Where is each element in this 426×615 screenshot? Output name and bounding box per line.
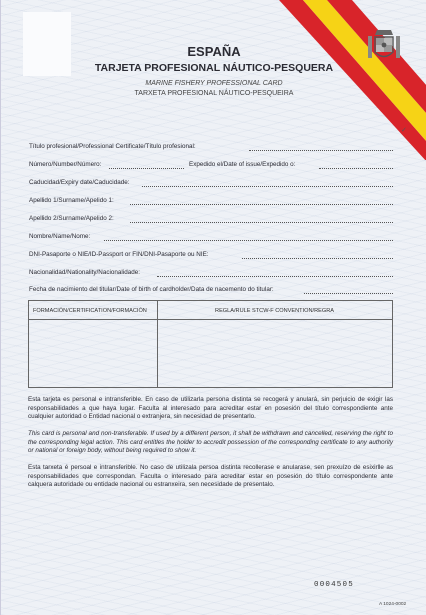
label-nombre: Nombre/Name/Nome:: [29, 233, 91, 240]
check-mark: ✓: [401, 127, 407, 134]
line-apellido1: [130, 204, 393, 205]
label-apellido1: Apellido 1/Surname/Apelido 1:: [29, 197, 114, 204]
table-header-divider: [29, 319, 392, 320]
field-nacionalidad: [29, 269, 393, 279]
field-titulo: [29, 143, 393, 153]
label-numero: Número/Number/Número:: [29, 161, 102, 168]
line-titulo: [249, 150, 393, 151]
line-numero: [109, 168, 184, 169]
field-apellido2: [29, 215, 393, 225]
field-nombre: [29, 233, 393, 243]
table-header-formacion: FORMACIÓN/CERTIFICATION/FORMACIÓN: [33, 308, 147, 314]
line-caducidad: [142, 186, 393, 187]
notice-paragraph-gl: Esta tarxeta é persoal e intransferible. No caso de utilizala persoa distinta recollerase e anularase, sen prexuízo de esixirlle as responsabilidades que correspondan. Faculta o interesado para acreditar estar en posesión do título correspondente ante calquera autoridade ou entidade nacional ou estranxeira, sen necesidade de presentalo.: [28, 464, 393, 489]
line-dni: [242, 258, 393, 259]
serial-number: 0004505: [314, 581, 354, 589]
field-dni: [29, 251, 393, 261]
country-name: ESPAÑA: [187, 44, 241, 59]
table-column-divider: [157, 301, 158, 387]
print-code: A 1024-0002: [379, 602, 407, 607]
label-dni: DNI-Pasaporte o NIE/ID-Passport or FIN/DNI-Pasaporte ou NIE:: [29, 251, 209, 258]
line-apellido2: [130, 222, 393, 223]
card-title-en: MARINE FISHERY PROFESSIONAL CARD: [145, 80, 283, 87]
field-numero: [29, 161, 393, 171]
label-fecha-nacimiento: Fecha de nacimiento del titular/Date of birth of cardholder/Data de nacemento do titular:: [29, 286, 274, 293]
label-titulo: Título profesional/Professional Certificate/Título profesional:: [29, 143, 196, 150]
line-fecha-nacimiento: [304, 293, 393, 294]
notice-paragraph-es: Esta tarjeta es personal e intransferible. En caso de utilizarla persona distinta se recogerá y anulará, sin perjuicio de exigir las responsabilidades a que haya lugar. Faculta al interesado para acreditar estar en posesión del título correspondiente ante cualquier autoridad o Entidad nacional o extranjera, sin necesidad de presentarlo.: [28, 396, 393, 421]
label-nacionalidad: Nacionalidad/Nationality/Nacionalidade:: [29, 269, 140, 276]
field-apellido1: [29, 197, 393, 207]
card-title-es: TARJETA PROFESIONAL NÁUTICO-PESQUERA: [94, 62, 334, 74]
label-caducidad: Caducidad/Expiry date/Caducidade:: [29, 179, 130, 186]
line-expedido: [319, 168, 393, 169]
field-caducidad: [29, 179, 393, 189]
certification-table: [28, 300, 393, 388]
field-fecha-nacimiento: [29, 286, 393, 296]
line-nombre: [104, 240, 393, 241]
label-apellido2: Apellido 2/Surname/Apelido 2:: [29, 215, 114, 222]
card-title-gl: TARXETA PROFESIONAL NÁUTICO-PESQUEIRA: [134, 90, 294, 97]
label-expedido: Expedido el/Date of issue/Expedido o:: [189, 161, 296, 168]
notice-paragraph-en: This card is personal and non-transferable. If used by a different person, it shall be withdrawn and cancelled, reserving the right to the corresponding legal action. This card entitles the holder to accredit possession of the corresponding certificate to any authority or national or foreign body, without being required to show it.: [28, 430, 393, 455]
table-header-regla: REGLA/RULE STCW-F CONVENTION/REGRA: [215, 308, 334, 314]
line-nacionalidad: [157, 276, 393, 277]
